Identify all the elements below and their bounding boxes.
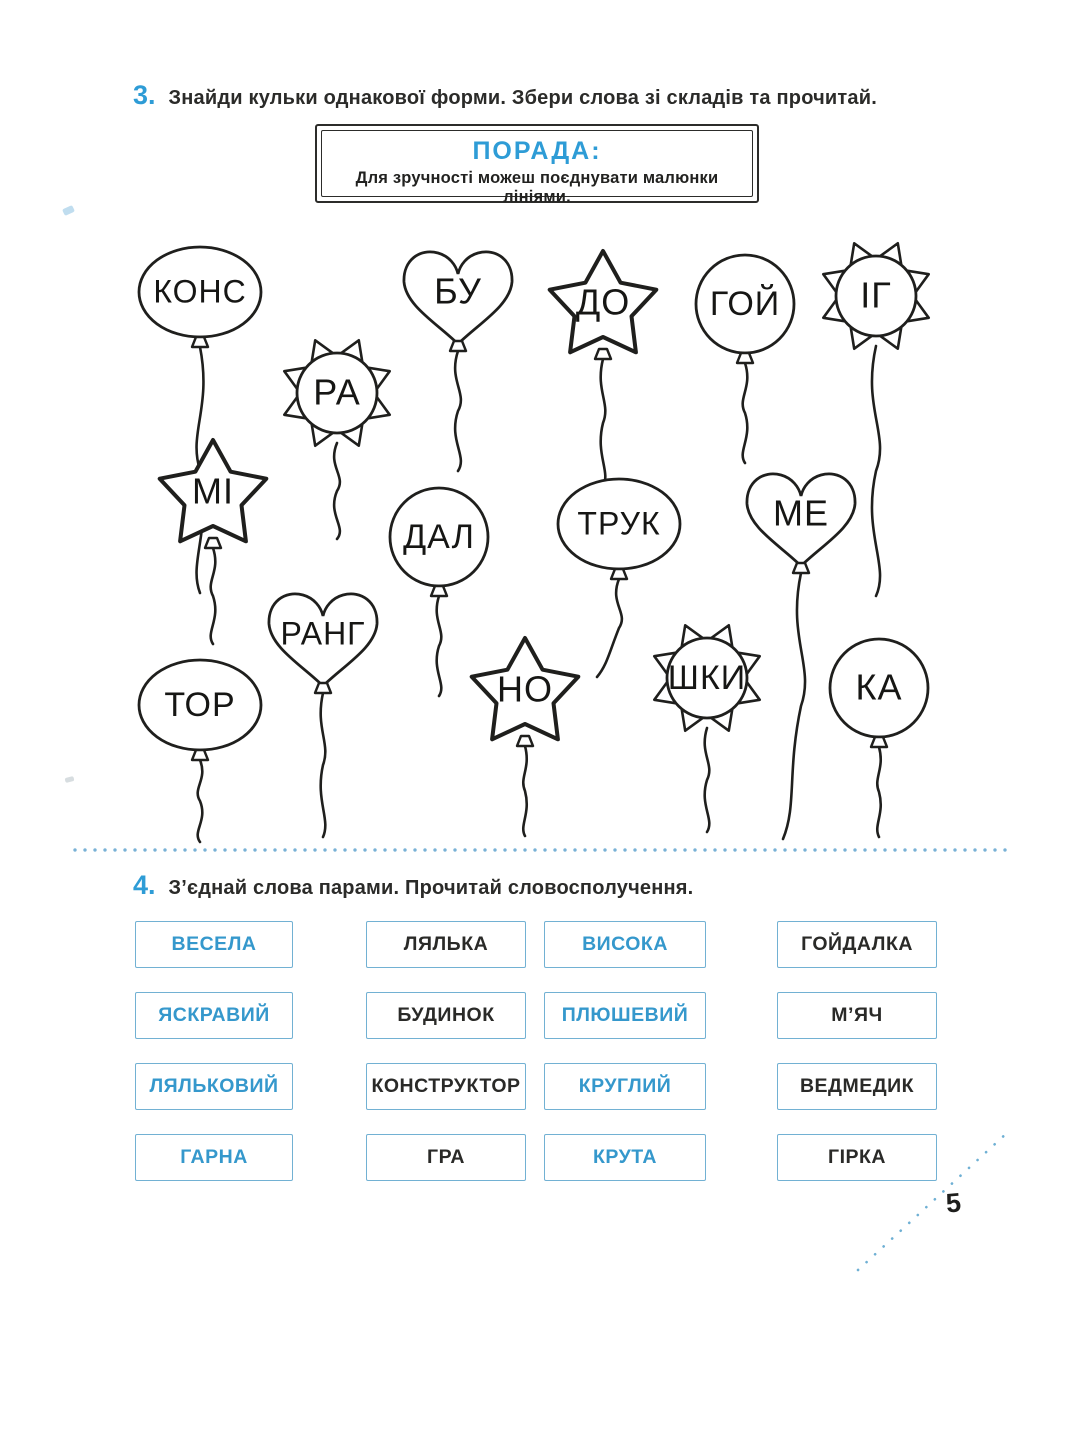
balloon-knot bbox=[450, 341, 466, 351]
balloon-string bbox=[334, 443, 340, 539]
balloon-knot bbox=[192, 750, 208, 760]
balloon-syllable: ТОР bbox=[164, 685, 236, 724]
tip-heading: ПОРАДА: bbox=[472, 137, 602, 165]
corner-dotted-line bbox=[858, 1132, 1008, 1270]
balloon-sun[interactable] bbox=[654, 625, 759, 832]
word-box[interactable]: ВЕДМЕДИК bbox=[777, 1063, 937, 1110]
balloon-oval[interactable] bbox=[558, 479, 680, 677]
balloon-syllable: РА bbox=[313, 371, 361, 413]
dotted-separator bbox=[70, 847, 1008, 853]
balloon-circle[interactable] bbox=[390, 488, 488, 696]
word-box[interactable]: КОНСТРУКТОР bbox=[366, 1063, 526, 1110]
balloon-syllable: ШКИ bbox=[667, 658, 747, 697]
balloon-string bbox=[597, 579, 622, 677]
word-box[interactable]: ПЛЮШЕВИЙ bbox=[544, 992, 706, 1039]
balloon-knot bbox=[205, 538, 221, 548]
corner-dots bbox=[840, 1118, 1040, 1283]
balloon-heart[interactable] bbox=[269, 594, 377, 837]
balloon-syllable: БУ bbox=[434, 270, 482, 312]
balloon-syllable: МІ bbox=[192, 470, 234, 512]
balloon-syllable: КОНС bbox=[153, 273, 247, 310]
balloon-syllable: ІГ bbox=[860, 274, 892, 316]
balloon-syllable: КА bbox=[855, 666, 903, 708]
balloon-knot bbox=[431, 586, 447, 596]
balloon-string bbox=[783, 573, 805, 839]
word-box[interactable]: М’ЯЧ bbox=[777, 992, 937, 1039]
balloon-string bbox=[743, 363, 748, 463]
word-column-adjectives-2 bbox=[544, 921, 706, 1205]
balloon-knot bbox=[315, 683, 331, 693]
balloon-knot bbox=[737, 353, 753, 363]
word-column-adjectives-1 bbox=[135, 921, 293, 1205]
balloon-knot bbox=[611, 569, 627, 579]
balloon-star[interactable] bbox=[472, 638, 579, 836]
balloon-syllable: ДАЛ bbox=[403, 517, 475, 556]
balloon-heart[interactable] bbox=[404, 252, 512, 471]
word-box[interactable]: БУДИНОК bbox=[366, 992, 526, 1039]
balloon-heart[interactable] bbox=[747, 474, 855, 839]
balloon-circle[interactable] bbox=[830, 639, 928, 837]
balloon-syllable: ТРУК bbox=[577, 505, 661, 542]
word-box[interactable]: ЯСКРАВИЙ bbox=[135, 992, 293, 1039]
balloon-knot bbox=[595, 349, 611, 359]
balloon-knot bbox=[871, 737, 887, 747]
balloon-syllable: МЕ bbox=[773, 492, 829, 534]
balloon-string bbox=[523, 746, 526, 836]
word-box[interactable]: ГІРКА bbox=[777, 1134, 937, 1181]
word-box[interactable]: ГОЙДАЛКА bbox=[777, 921, 937, 968]
balloon-circle[interactable] bbox=[696, 255, 794, 463]
balloon-knot bbox=[192, 337, 208, 347]
balloon-knot bbox=[517, 736, 533, 746]
balloon-sun[interactable] bbox=[823, 243, 928, 596]
balloon-syllable: ДО bbox=[575, 281, 631, 323]
balloon-knot bbox=[793, 563, 809, 573]
balloon-syllable: НО bbox=[497, 668, 553, 710]
balloon-string bbox=[601, 359, 606, 487]
balloon-string bbox=[211, 548, 216, 644]
balloon-string bbox=[877, 747, 880, 837]
balloon-string bbox=[198, 760, 203, 842]
exercise-4-number: 4. bbox=[133, 870, 156, 900]
balloon-string bbox=[872, 346, 880, 596]
word-box[interactable]: ГАРНА bbox=[135, 1134, 293, 1181]
exercise-3-title: Знайди кульки однакової форми. Збери слова зі складів та прочитай. bbox=[168, 87, 877, 109]
balloon-star[interactable] bbox=[550, 251, 657, 487]
page-number: 5 bbox=[944, 1187, 963, 1219]
tip-text: Для зручності можеш поєднувати малюнки лініями. bbox=[355, 169, 719, 206]
word-box[interactable]: ВИСОКА bbox=[544, 921, 706, 968]
word-column-nouns-1 bbox=[366, 921, 526, 1205]
balloon-string bbox=[455, 351, 461, 471]
exercise-4-title: З’єднай слова парами. Прочитай словосполучення. bbox=[168, 877, 694, 899]
word-box[interactable]: ЛЯЛЬКА bbox=[366, 921, 526, 968]
word-box[interactable]: ГРА bbox=[366, 1134, 526, 1181]
balloon-syllable: ГОЙ bbox=[709, 284, 781, 323]
balloon-oval[interactable] bbox=[139, 660, 261, 842]
balloon-string bbox=[437, 596, 442, 696]
balloon-string bbox=[705, 728, 710, 832]
balloon-syllable: РАНГ bbox=[280, 615, 366, 652]
word-box[interactable]: КРУГЛИЙ bbox=[544, 1063, 706, 1110]
balloon-string bbox=[321, 693, 326, 837]
exercise-3-number: 3. bbox=[133, 80, 156, 110]
balloon-star[interactable] bbox=[160, 440, 267, 644]
word-box[interactable]: ЛЯЛЬКОВИЙ bbox=[135, 1063, 293, 1110]
word-box[interactable]: ВЕСЕЛА bbox=[135, 921, 293, 968]
exercise-4-header bbox=[133, 870, 1043, 901]
word-box[interactable]: КРУТА bbox=[544, 1134, 706, 1181]
balloon-sun[interactable] bbox=[284, 340, 389, 539]
